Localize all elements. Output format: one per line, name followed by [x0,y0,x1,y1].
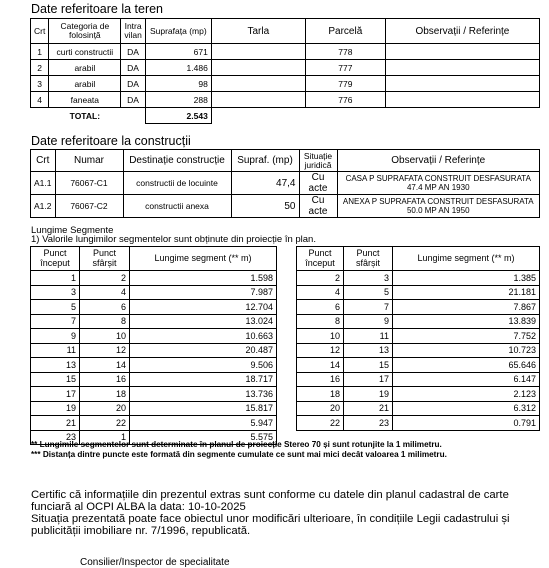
cell-punct-sfarsit: 13 [344,343,393,358]
signature-label: Consilier/Inspector de specialitate [80,557,230,568]
table-row [297,387,540,402]
cell-observatii [385,76,539,92]
total-value: 2.543 [145,108,211,124]
cell-categoria: arabil [49,76,121,92]
cell-punct-inceput: 20 [297,401,344,416]
cell-punct-sfarsit: 5 [344,285,393,300]
cell-situatie: Cu acte [299,172,337,195]
cell-punct-inceput: 8 [297,314,344,329]
certificare-text-2: Situația prezentată poate face obiectul unor modificări ulterioare, în condițiile Legii cadastrului și publicității imobiliare nr. 7/1996, republicată. [31,513,510,537]
cell-punct-inceput: 1 [31,271,80,286]
segmente-table-left [30,246,277,445]
cell-lungime: 7.867 [393,300,540,315]
cell-intravilan: DA [121,76,145,92]
table-row [297,329,540,344]
cell-punct-inceput: 5 [31,300,80,315]
cell-lungime: 6.312 [393,401,540,416]
header-destinatie: Destinație construcție [123,150,231,172]
cell-observatii: ANEXA P SUPRAFATA CONSTRUIT DESFASURATA 50.0 MP AN 1950 [337,195,540,218]
table-row [297,314,540,329]
cell-punct-inceput: 19 [31,401,80,416]
cell-intravilan: DA [121,60,145,76]
cell-suprafata: 1.486 [145,60,211,76]
cell-suprafata: 47,4 [231,172,299,195]
header-punct-sfarsit: Punct sfârșit [344,247,393,271]
cell-situatie: Cu acte [299,195,337,218]
cell-punct-sfarsit: 22 [80,416,130,431]
cell-destinatie: constructii de locuinte [123,172,231,195]
cell-punct-sfarsit: 4 [80,285,130,300]
table-row [31,401,277,416]
cell-punct-inceput: 2 [297,271,344,286]
teren-section-title: Date referitoare la teren [31,2,164,16]
cell-punct-sfarsit: 2 [80,271,130,286]
header-parcela: Parcelă [305,19,385,44]
cell-lungime: 10.663 [130,329,277,344]
cell-punct-inceput: 3 [31,285,80,300]
cell-punct-inceput: 10 [297,329,344,344]
cell-tarla [211,44,305,60]
cell-lungime: 15.817 [130,401,277,416]
cell-lungime: 0.791 [393,416,540,431]
table-row [297,358,540,373]
segmente-subtitle: 1) Valorile lungimilor segmentelor sunt obținute din proiecție în plan. [31,234,316,245]
table-row [297,300,540,315]
table-row [31,92,540,108]
cell-suprafata: 50 [231,195,299,218]
cell-tarla [211,92,305,108]
cell-punct-sfarsit: 19 [344,387,393,402]
cell-punct-sfarsit: 12 [80,343,130,358]
table-row [31,76,540,92]
cell-punct-sfarsit: 8 [80,314,130,329]
cell-punct-inceput: 21 [31,416,80,431]
cell-observatii: CASA P SUPRAFATA CONSTRUIT DESFASURATA 47.4 MP AN 1930 [337,172,540,195]
cell-parcela: 776 [305,92,385,108]
cell-tarla [211,76,305,92]
total-row [31,108,540,124]
cell-punct-inceput: 15 [31,372,80,387]
cell-numar: 76067-C1 [55,172,123,195]
cell-observatii [385,92,539,108]
teren-header-row [31,19,540,44]
cell-lungime: 13.839 [393,314,540,329]
table-row [31,329,277,344]
cell-punct-inceput: 9 [31,329,80,344]
table-row [297,343,540,358]
cell-punct-inceput: 23 [31,430,80,445]
cell-numar: 76067-C2 [55,195,123,218]
cell-lungime: 9.506 [130,358,277,373]
cell-punct-sfarsit: 23 [344,416,393,431]
cell-intravilan: DA [121,92,145,108]
cell-lungime: 1.385 [393,271,540,286]
cell-punct-inceput: 7 [31,314,80,329]
cell-lungime: 18.717 [130,372,277,387]
table-row [297,372,540,387]
segmente-note-1: ** Lungimile segmentelor sunt determinate în planul de proiecție Stereo 70 și sunt rotunjite la 1 milimetru. [31,440,442,449]
cell-punct-inceput: 17 [31,387,80,402]
table-row [297,285,540,300]
cell-lungime: 6.147 [393,372,540,387]
table-row [31,60,540,76]
cell-punct-sfarsit: 1 [80,430,130,445]
cell-punct-sfarsit: 9 [344,314,393,329]
header-categoria: Categoria de folosință [49,19,121,44]
header-observatii: Observații / Referințe [385,19,539,44]
cell-parcela: 778 [305,44,385,60]
table-row [31,416,277,431]
table-row [31,195,540,218]
header-crt: Crt [31,19,49,44]
cell-punct-inceput: 12 [297,343,344,358]
header-situatie-juridica: Situație juridică [299,150,337,172]
header-crt: Crt [31,150,56,172]
cell-lungime: 13.736 [130,387,277,402]
cell-lungime: 5.575 [130,430,277,445]
cell-punct-inceput: 6 [297,300,344,315]
table-row [31,314,277,329]
cell-lungime: 65.646 [393,358,540,373]
cell-lungime: 21.181 [393,285,540,300]
total-label: TOTAL: [69,110,101,121]
cell-crt: 2 [31,60,49,76]
table-row [297,401,540,416]
header-punct-inceput: Punct început [297,247,344,271]
table-row [31,372,277,387]
cell-lungime: 5.947 [130,416,277,431]
header-intravilan: Intra vilan [121,19,145,44]
table-row [31,343,277,358]
segmente-table-right [296,246,540,431]
cell-punct-sfarsit: 20 [80,401,130,416]
cell-punct-inceput: 14 [297,358,344,373]
cell-punct-sfarsit: 10 [80,329,130,344]
cell-lungime: 1.598 [130,271,277,286]
cell-lungime: 2.123 [393,387,540,402]
cell-punct-sfarsit: 7 [344,300,393,315]
cell-lungime: 13.024 [130,314,277,329]
segmente-header-row [297,247,540,271]
cell-punct-sfarsit: 14 [80,358,130,373]
cell-parcela: 777 [305,60,385,76]
table-row [31,44,540,60]
cell-crt: 4 [31,92,49,108]
cell-tarla [211,60,305,76]
segmente-note-2: *** Distanța dintre puncte este formată din segmente cumulate ce sunt mai mici decât valoarea 1 milimetru. [31,450,447,459]
cell-punct-inceput: 18 [297,387,344,402]
cell-lungime: 10.723 [393,343,540,358]
cell-crt: A1.1 [31,172,56,195]
cell-categoria: curti constructii [49,44,121,60]
cell-punct-inceput: 22 [297,416,344,431]
cell-punct-inceput: 16 [297,372,344,387]
table-row [31,387,277,402]
cell-punct-sfarsit: 16 [80,372,130,387]
cell-punct-sfarsit: 3 [344,271,393,286]
table-row [31,285,277,300]
cell-punct-sfarsit: 17 [344,372,393,387]
cell-punct-sfarsit: 6 [80,300,130,315]
cell-lungime: 20.487 [130,343,277,358]
cell-categoria: arabil [49,60,121,76]
cell-suprafata: 288 [145,92,211,108]
cell-parcela: 779 [305,76,385,92]
cell-punct-inceput: 4 [297,285,344,300]
cell-observatii [385,60,539,76]
cell-punct-inceput: 11 [31,343,80,358]
constructii-table [30,149,540,218]
cell-lungime: 12.704 [130,300,277,315]
header-numar: Numar [55,150,123,172]
constructii-section-title: Date referitoare la construcții [31,134,191,148]
cell-punct-sfarsit: 15 [344,358,393,373]
header-punct-sfarsit: Punct sfârșit [80,247,130,271]
cell-suprafata: 671 [145,44,211,60]
cell-punct-sfarsit: 11 [344,329,393,344]
cell-categoria: faneata [49,92,121,108]
cell-crt: 3 [31,76,49,92]
teren-table [30,18,540,124]
segmente-title: Lungime Segmente [31,225,114,236]
constructii-header-row [31,150,540,172]
cell-suprafata: 98 [145,76,211,92]
header-lungime: Lungime segment (** m) [130,247,277,271]
table-row [31,172,540,195]
cell-crt: A1.2 [31,195,56,218]
cell-lungime: 7.752 [393,329,540,344]
header-tarla: Tarla [211,19,305,44]
header-observatii: Observații / Referințe [337,150,540,172]
cell-observatii [385,44,539,60]
table-row [31,358,277,373]
cell-lungime: 7.987 [130,285,277,300]
table-row [297,416,540,431]
cell-crt: 1 [31,44,49,60]
cell-punct-sfarsit: 21 [344,401,393,416]
cell-intravilan: DA [121,44,145,60]
table-row [31,271,277,286]
table-row [297,271,540,286]
header-lungime: Lungime segment (** m) [393,247,540,271]
header-suprafata: Supraf. (mp) [231,150,299,172]
table-row [31,300,277,315]
cell-destinatie: constructii anexa [123,195,231,218]
certificare-text-1: Certific că informațiile din prezentul extras sunt conforme cu datele din planul cadastral de carte funciară al OCPI ALBA la data: 10-10-2025 [31,489,509,513]
header-suprafata: Suprafața (mp) [145,19,211,44]
cell-punct-inceput: 13 [31,358,80,373]
cell-punct-sfarsit: 18 [80,387,130,402]
segmente-header-row [31,247,277,271]
header-punct-inceput: Punct început [31,247,80,271]
